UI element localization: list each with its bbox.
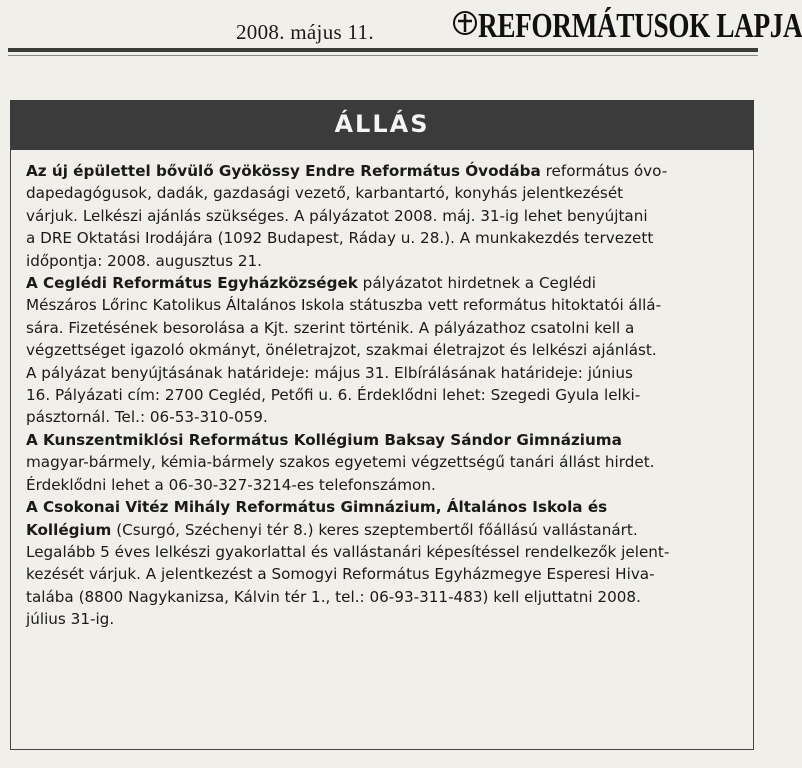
issue-date: 2008. május 11. (236, 20, 374, 44)
ad-heading: A Csokonai Vitéz Mihály Református Gimnázium, Általános Iskola és (26, 498, 608, 517)
ad-text: a DRE Oktatási Irodájára (1092 Budapest, Ráday u. 28.). A munkakezdés tervezett (26, 229, 654, 248)
job-ads (26, 160, 740, 631)
header-rule-thin (8, 55, 758, 56)
job-ad (26, 429, 740, 496)
ad-line (26, 563, 740, 585)
ad-text: református óvo- (540, 162, 668, 180)
ad-text: Legalább 5 éves lelkészi gyakorlattal és vallástanári képesítéssel rendelkezők jelent- (26, 542, 670, 561)
ad-line (26, 160, 740, 182)
job-ad (26, 272, 740, 429)
ad-line (26, 608, 740, 630)
ad-line (26, 317, 740, 339)
ad-line (26, 227, 740, 249)
ad-text: végzettséget igazoló okmányt, önéletrajzot, szakmai életrajzot és lelkészi ajánlást. (26, 341, 657, 360)
ad-line (26, 451, 740, 473)
ad-heading: A Ceglédi Református Egyházközségek (26, 274, 358, 293)
ad-text: sára. Fizetésének besorolása a Kjt. szerint történik. A pályázathoz csatolni kell a (26, 318, 635, 337)
ad-line (26, 406, 740, 428)
ad-text: kezését várjuk. A jelentkezést a Somogyi Református Egyházmegye Esperesi Hiva- (26, 565, 655, 584)
ad-line (26, 541, 740, 563)
ad-line (26, 586, 740, 608)
header-rule (8, 48, 758, 52)
ad-text: július 31-ig. (26, 610, 115, 629)
emblem-icon (452, 10, 478, 36)
ad-text: pásztornál. Tel.: 06-53-310-059. (26, 408, 268, 427)
ad-line (26, 496, 740, 518)
ad-text: 16. Pályázati cím: 2700 Cegléd, Petőfi u. 6. Érdeklődni lehet: Szegedi Gyula lelki- (26, 386, 641, 405)
ad-text: várjuk. Lelkészi ajánlás szükséges. A pályázatot 2008. máj. 31-ig lehet benyújtani (26, 206, 648, 225)
ad-line (26, 384, 740, 406)
ad-heading: Kollégium (26, 520, 112, 539)
ad-line (26, 429, 740, 451)
ad-line (26, 294, 740, 316)
ad-text: időpontja: 2008. augusztus 21. (26, 251, 262, 270)
ad-text: pályázatot hirdetnek a Ceglédi (357, 274, 596, 293)
ad-text: A pályázat benyújtásának határideje: május 31. Elbírálásának határideje: június (26, 363, 633, 382)
masthead-title: REFORMÁTUSOK LAPJA (478, 6, 802, 45)
job-ad (26, 160, 740, 272)
ad-text: Érdeklődni lehet a 06-30-327-3214-es telefonszámon. (26, 475, 436, 494)
ad-text: talába (8800 Nagykanizsa, Kálvin tér 1., tel.: 06-93-311-483) kell eljuttatni 2008. (26, 587, 641, 606)
job-ad (26, 496, 740, 630)
ad-line (26, 205, 740, 227)
ad-text: (Csurgó, Széchenyi tér 8.) keres szeptembertől főállású vallástanárt. (111, 520, 638, 539)
ad-heading: A Kunszentmiklósi Református Kollégium Baksay Sándor Gimnáziuma (26, 430, 622, 449)
ad-text: dapedagógusok, dadák, gazdasági vezető, karbantartó, konyhás jelentkezését (26, 184, 624, 203)
ad-line (26, 272, 740, 294)
ad-text: magyar-bármely, kémia-bármely szakos egyetemi végzettségű tanári állást hirdet. (26, 453, 655, 472)
masthead-logo (452, 4, 802, 48)
section-banner (10, 100, 754, 150)
ad-line (26, 519, 740, 541)
ad-line (26, 182, 740, 204)
ad-line (26, 362, 740, 384)
ad-line (26, 339, 740, 361)
ad-line (26, 250, 740, 272)
section-title: ÁLLÁS (334, 110, 430, 138)
ad-text: Mészáros Lőrinc Katolikus Általános Iskola státuszba vett református hitoktatói állá- (26, 296, 662, 315)
ad-line (26, 474, 740, 496)
ad-heading: Az új épülettel bővülő Gyökössy Endre Református Óvodába (26, 162, 541, 180)
